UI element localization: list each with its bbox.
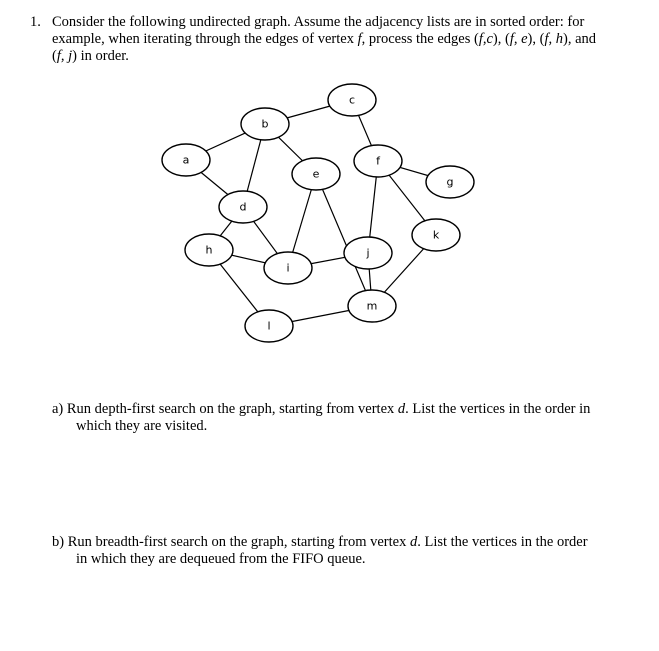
intro-line-3-pre: ( [52,48,57,64]
intro-edge-fh: f, h [544,31,563,47]
vertex-b-label: b [261,117,269,131]
vertex-k-label: k [432,228,440,242]
intro-edge-fc: f,c [478,31,493,47]
vertex-g-label: g [446,175,454,189]
vertex-a [162,144,210,176]
question-a-line-2: which they are visited. [76,418,208,434]
vertex-h-label: h [205,243,213,257]
vertex-m [348,290,396,322]
intro-line-2-mid: , process the edges ( [361,31,479,47]
vertex-e [292,158,340,190]
intro-sep-1: ), ( [492,31,510,47]
question-a-vertex: d [397,401,406,417]
intro-edge-fe: f, e [509,31,528,47]
intro-line-3-end: ) in order. [72,48,129,64]
vertex-c-label: c [348,93,356,107]
question-a [52,401,622,435]
vertex-h [185,234,233,266]
intro-line-2-end: ), and [563,31,597,47]
vertex-d [219,191,267,223]
vertex-i-label: i [286,261,290,275]
question-b-line-2: in which they are dequeued from the FIFO queue. [76,551,366,567]
vertex-a-label: a [182,153,190,167]
intro-edge-fj: f, j [56,48,73,64]
graph-nodes [162,84,474,342]
intro-sep-2: ), ( [527,31,545,47]
vertex-l [245,310,293,342]
vertex-i [264,252,312,284]
question-b [52,534,622,568]
vertex-f [354,145,402,177]
problem-number: 1. [30,14,41,30]
vertex-k [412,219,460,251]
vertex-b [241,108,289,140]
intro-line-1: Consider the following undirected graph. Assume the adjacency lists are in sorted order: for [52,14,585,30]
question-a-line-1-post: . List the vertices in the order in [405,401,591,417]
vertex-m-label: m [366,299,378,313]
question-b-vertex: d [409,534,418,550]
vertex-j [344,237,392,269]
vertex-c [328,84,376,116]
question-b-line-1-pre: b) Run breadth-first search on the graph, starting from vertex [52,534,410,550]
question-b-line-1-post: . List the vertices in the order [417,534,588,550]
question-a-line-1-pre: a) Run depth-first search on the graph, starting from vertex [52,401,398,417]
vertex-j-label: j [366,246,370,260]
intro-vertex-f: f [357,31,362,47]
intro-line-2-pre: example, when iterating through the edges of vertex [52,31,358,47]
vertex-f-label: f [376,154,380,168]
vertex-l-label: l [267,319,271,333]
vertex-e-label: e [312,167,320,181]
vertex-d-label: d [239,200,247,214]
vertex-g [426,166,474,198]
